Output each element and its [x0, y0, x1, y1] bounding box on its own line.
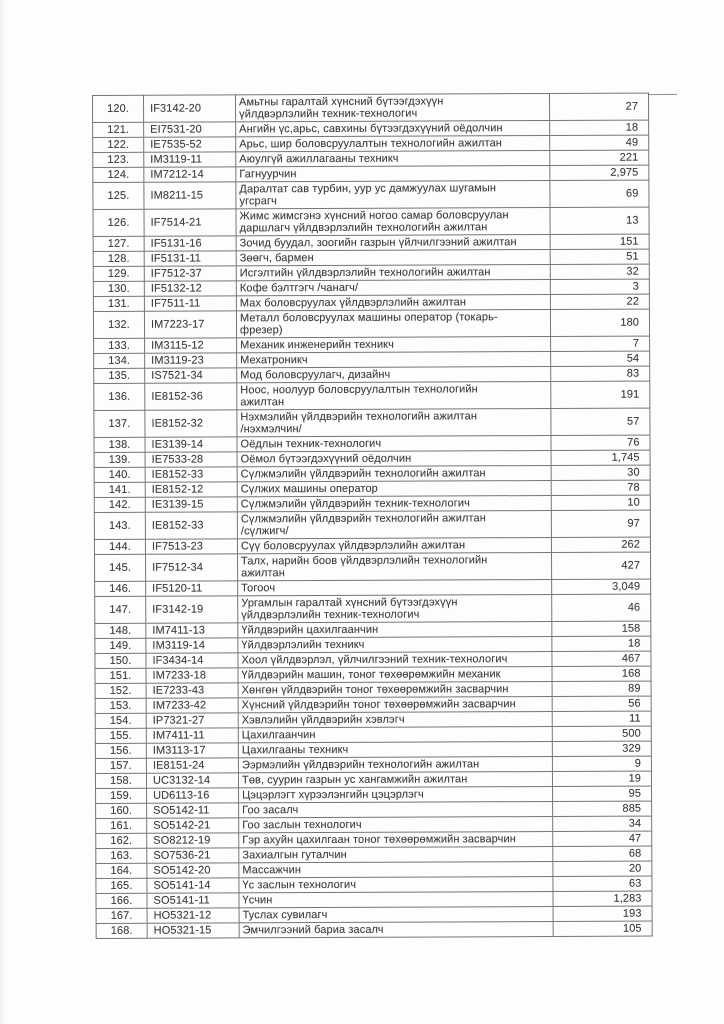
count-cell: 7 [551, 336, 650, 351]
count-cell: 885 [553, 801, 652, 816]
count-cell: 193 [553, 906, 652, 921]
row-number-cell: 123. [93, 152, 144, 167]
code-cell: IF7514-21 [144, 209, 236, 236]
description-cell: Гоо заслын технологич [239, 816, 553, 832]
code-cell: SO5142-20 [147, 863, 239, 878]
count-cell: 83 [551, 366, 650, 381]
count-cell: 32 [550, 264, 649, 279]
description-cell: Амьтны гаралтай хүнсний бүтээгдэхүүн үйлдвэрлэлийн техник-технологич [236, 94, 550, 122]
code-cell: IP7321-27 [146, 713, 238, 728]
description-cell: Үс заслын технологич [239, 876, 553, 892]
description-cell: Сүү боловсруулах үйлдвэрлэлийн ажилтан [237, 537, 551, 553]
description-cell: Тогооч [238, 579, 552, 595]
row-number-cell: 145. [95, 554, 146, 581]
description-cell: Гагнуурчин [236, 166, 550, 182]
description-cell: Мод боловсруулагч, дизайнч [237, 367, 551, 383]
code-cell: IE7535-52 [144, 137, 236, 152]
code-cell: SO5141-11 [147, 893, 239, 908]
code-cell: IM7411-11 [146, 728, 238, 743]
count-cell: 18 [552, 636, 651, 651]
row-number-cell: 141. [94, 482, 145, 497]
row-number-cell: 128. [93, 251, 144, 266]
code-cell: IE7233-43 [146, 683, 238, 698]
description-cell: Гэр ахуйн цахилгаан тоног төхөөрөмжийн засварчин [239, 831, 553, 847]
description-cell: Металл боловсруулах машины оператор (токарь- фрезер) [236, 310, 550, 338]
count-cell: 27 [549, 93, 648, 120]
code-cell: IE8152-36 [145, 383, 237, 410]
count-cell: 180 [550, 309, 649, 336]
row-number-cell: 120. [93, 95, 144, 122]
code-cell: IE8152-32 [145, 410, 237, 437]
scan-line-artifact [648, 94, 677, 95]
row-number-cell: 122. [93, 137, 144, 152]
count-cell: 49 [550, 135, 649, 150]
occupation-table-body [93, 93, 653, 938]
count-cell: 3 [550, 279, 649, 294]
description-cell: Зочид буудал, зоогийн газрын үйлчилгээний ажилтан [236, 235, 550, 251]
count-cell: 221 [550, 150, 649, 165]
code-cell: IF5131-16 [144, 236, 236, 251]
count-cell: 78 [551, 480, 650, 495]
description-cell: Үйлдвэрийн цахилгаанчин [238, 621, 552, 637]
code-cell: SO5142-11 [147, 803, 239, 818]
description-cell: Даралтат сав турбин, уур ус дамжуулах шугамын угсрагч [236, 181, 550, 209]
row-number-cell: 121. [93, 122, 144, 137]
code-cell: IM3119-14 [146, 638, 238, 653]
description-cell: Кофе бэлтгэгч /чанагч/ [236, 280, 550, 296]
row-number-cell: 124. [93, 167, 144, 182]
code-cell: SO5141-14 [147, 878, 239, 893]
row-number-cell: 144. [94, 539, 145, 554]
table-row [93, 93, 649, 122]
code-cell: IM3119-11 [144, 152, 236, 167]
row-number-cell: 151. [95, 668, 146, 683]
row-number-cell: 142. [94, 497, 145, 512]
description-cell: Үйлдвэрийн машин, тоног төхөөрөмжийн механик [238, 666, 552, 682]
description-cell: Захиалгын гуталчин [239, 846, 553, 862]
description-cell: Массажчин [239, 861, 553, 877]
code-cell: IF5120-11 [146, 581, 238, 596]
description-cell: Үсчин [239, 891, 553, 907]
code-cell: IM7411-13 [146, 623, 238, 638]
description-cell: Талх, нарийн боов үйлдвэрлэлийн технологийн ажилтан [238, 552, 552, 580]
code-cell: IF3142-19 [146, 596, 238, 623]
code-cell: SO8212-19 [147, 833, 239, 848]
row-number-cell: 167. [96, 908, 147, 923]
description-cell: Үйлдвэрлэлийн техникч [238, 636, 552, 652]
count-cell: 329 [552, 741, 651, 756]
count-cell: 68 [553, 846, 652, 861]
description-cell: Исгэлтийн үйлдвэрлэлийн технологийн ажилтан [236, 265, 550, 281]
code-cell: IF5132-12 [144, 281, 236, 296]
count-cell: 168 [552, 666, 651, 681]
description-cell: Ээрмэлийн үйлдвэрийн технологийн ажилтан [238, 756, 552, 772]
description-cell: Сүлжих машины оператор [237, 481, 551, 497]
description-cell: Нэхмэлийн үйлдвэрийн технологийн ажилтан /нэхмэлчин/ [237, 409, 551, 437]
row-number-cell: 136. [94, 383, 145, 410]
count-cell: 2,975 [550, 165, 649, 180]
code-cell: SO7536-21 [147, 848, 239, 863]
code-cell: IM3119-23 [145, 353, 237, 368]
row-number-cell: 159. [96, 788, 147, 803]
code-cell: IF5131-11 [144, 251, 236, 266]
description-cell: Оёдлын техник-технологич [237, 436, 551, 452]
description-cell: Хөнгөн үйлдвэрийн тоног төхөөрөмжийн засварчин [238, 681, 552, 697]
row-number-cell: 140. [94, 467, 145, 482]
row-number-cell: 134. [94, 353, 145, 368]
occupation-table-wrap [92, 93, 652, 939]
count-cell: 191 [551, 381, 650, 408]
count-cell: 105 [553, 921, 652, 936]
count-cell: 500 [552, 726, 651, 741]
scan-edge-artifact [0, 0, 5, 1024]
code-cell: IF7513-23 [145, 539, 237, 554]
count-cell: 51 [550, 249, 649, 264]
description-cell: Туслах сувилагч [239, 906, 553, 922]
table-row [94, 381, 650, 410]
row-number-cell: 135. [94, 368, 145, 383]
count-cell: 57 [551, 408, 650, 435]
description-cell: Сүлжмэлийн үйлдвэрийн техник-технологич [237, 495, 551, 511]
count-cell: 11 [552, 711, 651, 726]
code-cell: IM3113-17 [146, 743, 238, 758]
description-cell: Ноос, ноолуур боловсруулалтын технологийн ажилтан [237, 382, 551, 410]
code-cell: IM7212-14 [144, 167, 236, 182]
code-cell: IM8211-15 [144, 182, 236, 209]
count-cell: 69 [550, 180, 649, 207]
description-cell: Цахилгааны техникч [238, 741, 552, 757]
table-row [93, 180, 649, 209]
count-cell: 95 [553, 786, 652, 801]
row-number-cell: 156. [95, 743, 146, 758]
row-number-cell: 162. [96, 833, 147, 848]
code-cell: UC3132-14 [146, 773, 238, 788]
description-cell: Ургамлын гаралтай хүнсний бүтээгдэхүүн үйлдвэрлэлийн техник-технологич [238, 594, 552, 622]
count-cell: 19 [552, 771, 651, 786]
description-cell: Төв, суурин газрын ус хангамжийн ажилтан [238, 771, 552, 787]
description-cell: Мах боловсруулах үйлдвэрлэлийн ажилтан [236, 295, 550, 311]
description-cell: Зөөгч, бармен [236, 250, 550, 266]
count-cell: 89 [552, 681, 651, 696]
description-cell: Цахилгаанчин [238, 726, 552, 742]
description-cell: Сүлжмэлийн үйлдвэрийн технологийн ажилтан /сүлжигч/ [237, 510, 551, 538]
row-number-cell: 152. [95, 683, 146, 698]
code-cell: IM7223-17 [144, 311, 236, 338]
description-cell: Мехатроникч [237, 352, 551, 368]
description-cell: Механик инженерийн техникч [237, 337, 551, 353]
count-cell: 3,049 [552, 579, 651, 594]
count-cell: 76 [551, 435, 650, 450]
count-cell: 10 [551, 495, 650, 510]
row-number-cell: 126. [93, 209, 144, 236]
code-cell: IE8152-33 [145, 467, 237, 482]
count-cell: 56 [552, 696, 651, 711]
row-number-cell: 125. [93, 182, 144, 209]
description-cell: Жимс жимсгэнэ хүнсний ногоо самар боловсруулан даршлагч үйлдвэрлэлийн технологийн ажилтан [236, 208, 550, 236]
count-cell: 34 [553, 816, 652, 831]
code-cell: IE8151-24 [146, 758, 238, 773]
count-cell: 18 [550, 120, 649, 135]
code-cell: IE8152-12 [145, 482, 237, 497]
code-cell: UD6113-16 [147, 788, 239, 803]
code-cell: HO5321-15 [147, 923, 239, 938]
code-cell: IF7512-37 [144, 266, 236, 281]
code-cell: IE8152-33 [145, 512, 237, 539]
row-number-cell: 155. [95, 728, 146, 743]
row-number-cell: 127. [93, 236, 144, 251]
code-cell: IE7533-28 [145, 452, 237, 467]
count-cell: 20 [553, 861, 652, 876]
description-cell: Сүлжмэлийн үйлдвэрийн технологийн ажилтан [237, 466, 551, 482]
row-number-cell: 150. [95, 653, 146, 668]
count-cell: 46 [552, 594, 651, 621]
row-number-cell: 133. [94, 338, 145, 353]
count-cell: 22 [550, 294, 649, 309]
description-cell: Цэцэрлэгт хүрээлэнгийн цэцэрлэгч [239, 786, 553, 802]
row-number-cell: 148. [95, 623, 146, 638]
row-number-cell: 132. [93, 311, 144, 338]
description-cell: Арьс, шир боловсруулалтын технологийн ажилтан [236, 136, 550, 152]
count-cell: 262 [551, 537, 650, 552]
description-cell: Эмчилгээний бариа засалч [239, 921, 553, 937]
code-cell: IE3139-15 [145, 497, 237, 512]
row-number-cell: 161. [96, 818, 147, 833]
table-row [94, 408, 650, 437]
row-number-cell: 153. [95, 698, 146, 713]
count-cell: 467 [552, 651, 651, 666]
code-cell: EI7531-20 [144, 122, 236, 137]
count-cell: 97 [551, 510, 650, 537]
code-cell: IE3139-14 [145, 437, 237, 452]
row-number-cell: 165. [96, 878, 147, 893]
code-cell: IM7233-42 [146, 698, 238, 713]
description-cell: Аюулгүй ажиллагааны техникч [236, 151, 550, 167]
row-number-cell: 130. [93, 281, 144, 296]
row-number-cell: 158. [95, 773, 146, 788]
count-cell: 13 [550, 207, 649, 234]
row-number-cell: 137. [94, 410, 145, 437]
row-number-cell: 143. [94, 512, 145, 539]
code-cell: IM7233-18 [146, 668, 238, 683]
table-row [93, 309, 649, 338]
count-cell: 158 [552, 621, 651, 636]
table-row [94, 510, 650, 539]
count-cell: 30 [551, 465, 650, 480]
occupation-table [92, 93, 653, 939]
count-cell: 151 [550, 234, 649, 249]
row-number-cell: 164. [96, 863, 147, 878]
description-cell: Гоо засалч [239, 801, 553, 817]
code-cell: IF3434-14 [146, 653, 238, 668]
row-number-cell: 139. [94, 452, 145, 467]
count-cell: 47 [553, 831, 652, 846]
row-number-cell: 138. [94, 437, 145, 452]
row-number-cell: 146. [95, 581, 146, 596]
table-row [93, 207, 649, 236]
count-cell: 1,745 [551, 450, 650, 465]
description-cell: Хоол үйлдвэрлэл, үйлчилгээний техник-технологич [238, 651, 552, 667]
count-cell: 1,283 [553, 891, 652, 906]
code-cell: IF7511-11 [144, 296, 236, 311]
row-number-cell: 168. [96, 923, 147, 938]
description-cell: Хэвлэлийн үйлдвэрийн хэвлэгч [238, 711, 552, 727]
code-cell: SO5142-21 [147, 818, 239, 833]
code-cell: IF7512-34 [146, 554, 238, 581]
description-cell: Хүнсний үйлдвэрийн тоног төхөөрөмжийн засварчин [238, 696, 552, 712]
description-cell: Ангийн үс,арьс, савхины бүтээгдэхүүний оёдолчин [236, 121, 550, 137]
code-cell: IS7521-34 [145, 368, 237, 383]
row-number-cell: 131. [93, 296, 144, 311]
row-number-cell: 166. [96, 893, 147, 908]
count-cell: 9 [552, 756, 651, 771]
count-cell: 54 [551, 351, 650, 366]
table-row [96, 921, 652, 938]
row-number-cell: 157. [95, 758, 146, 773]
code-cell: IM3115-12 [145, 338, 237, 353]
row-number-cell: 160. [96, 803, 147, 818]
code-cell: IF3142-20 [144, 95, 236, 122]
description-cell: Оёмол бүтээгдэхүүний оёдолчин [237, 451, 551, 467]
count-cell: 63 [553, 876, 652, 891]
row-number-cell: 154. [95, 713, 146, 728]
code-cell: HO5321-12 [147, 908, 239, 923]
table-row [95, 552, 651, 581]
row-number-cell: 163. [96, 848, 147, 863]
count-cell: 427 [552, 552, 651, 579]
table-row [95, 594, 651, 623]
row-number-cell: 149. [95, 638, 146, 653]
row-number-cell: 147. [95, 596, 146, 623]
row-number-cell: 129. [93, 266, 144, 281]
